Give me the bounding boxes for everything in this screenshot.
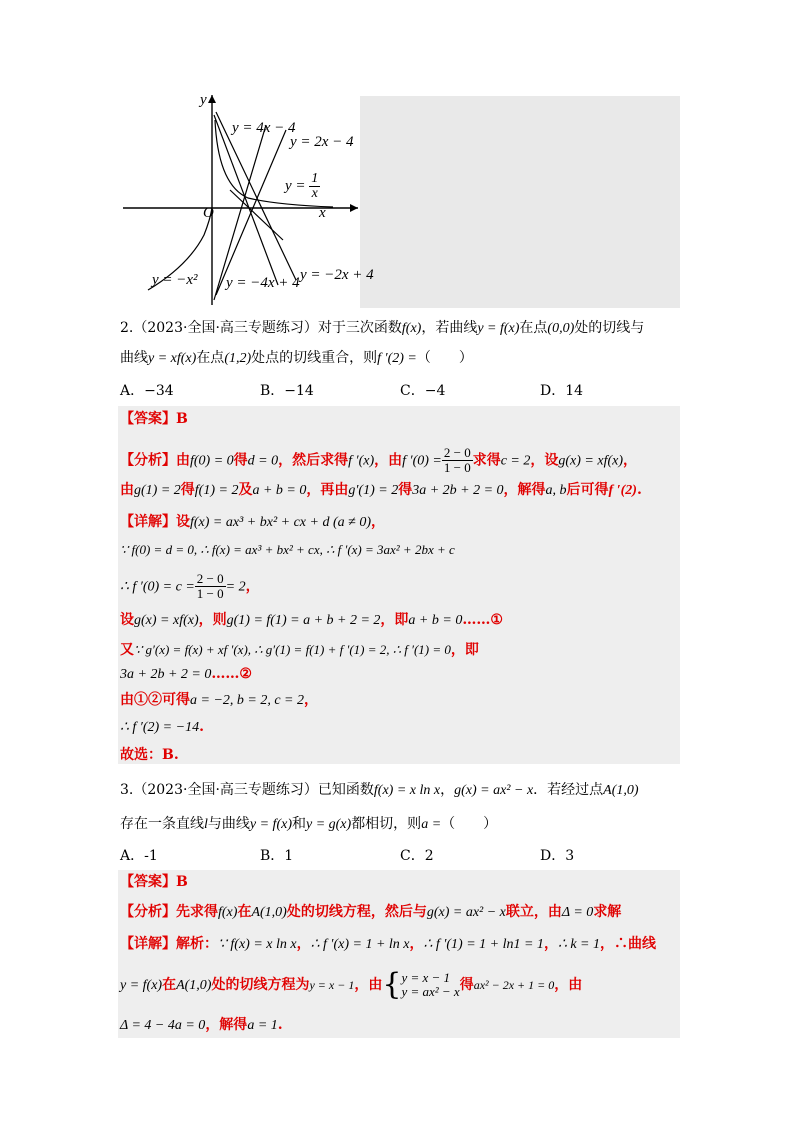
line-label-neg2x4: y = −2x + 4 [300,267,374,283]
x-axis-label: x [319,205,326,221]
y-axis-label: y [200,92,207,108]
q2-detail-line2: ∵ f(0) = d = 0, ∴ f(x) = ax³ + bx² + cx, ∴ f ′(x) = 3ax² + 2bx + c [120,542,455,557]
q2-detail-line4: 设g(x) = xf(x)，则g(1) = f(1) = a + b + 2 = 2，即a + b = 0……① [120,612,503,628]
line-label-neg4x4: y = −4x + 4 [226,275,300,291]
q2-detail-line8: ∴ f ′(2) = −14. [120,719,204,735]
q2-stem-line2: 曲线y = xf(x)在点(1,2)处点的切线重合，则f ′(2) =（ ） [120,350,473,366]
q2-detail-line1: 【详解】设f(x) = ax³ + bx² + cx + d (a ≠ 0)， [120,514,385,530]
q3-option-d[interactable]: D．3 [540,848,575,864]
q2-option-d[interactable]: D．14 [540,383,584,399]
q3-stem-line1: 3.（2023·全国·高三专题练习）已知函数f(x) = x ln x，g(x) = ax² − x．若经过点A(1,0) [120,782,639,798]
figure-panel [360,96,680,308]
curve-label-neg-x2: y = −x² [152,272,198,288]
q2-detail-line7: 由①②可得a = −2, b = 2, c = 2， [120,692,319,708]
q3-detail-line2: y = f(x)在A(1,0)处的切线方程为y = x − 1，由{ y = x − 1 y = ax² − x 得ax² − 2x + 1 = 0，由 [120,967,583,1002]
q2-detail-line5: 又∵ g′(x) = f(x) + xf ′(x), ∴ g′(1) = f(1) + f ′(1) = 2, ∴ f ′(1) = 0，即 [120,642,479,658]
q3-stem-line2: 存在一条直线l与曲线y = f(x)和y = g(x)都相切，则a =（ ） [120,816,498,832]
q2-stem-line1: 2.（2023·全国·高三专题练习）对于三次函数f(x)，若曲线y = f(x)在点(0,0)处的切线与 [120,320,645,336]
q2-option-b[interactable]: B．−14 [260,383,314,399]
q3-detail-line3: Δ = 4 − 4a = 0，解得a = 1. [120,1017,283,1033]
q3-option-b[interactable]: B．1 [260,848,294,864]
curve-label-1-over-x: y = $\frac{1}{x}$ [285,171,319,201]
q2-analysis-line2: 由g(1) = 2得f(1) = 2及a + b = 0，再由g′(1) = 2得3a + 2b + 2 = 0，解得a, b后可得f ′(2). [120,482,642,498]
q2-answer: 【答案】B [120,411,188,427]
origin-label: O [203,205,214,221]
q2-option-c[interactable]: C．−4 [400,383,446,399]
line-label-2x-4: y = 2x − 4 [290,134,354,150]
q3-analysis: 【分析】先求得f(x)在A(1,0)处的切线方程，然后与g(x) = ax² − x联立，由Δ = 0求解 [120,904,622,920]
q2-choose: 故选：B. [120,747,179,763]
q2-detail-line3: ∴ f ′(0) = c = $\frac{2 - 0}{1 - 0}$ = 2， [120,571,260,601]
q3-option-c[interactable]: C．2 [400,848,434,864]
q3-answer: 【答案】B [120,874,188,890]
q2-analysis-line1: 【分析】由f(0) = 0得d = 0，然后求得f ′(x)，由f ′(0) = $\frac{2 - 0}{1 - 0}$ 求得c = 2，设g(x) = xf(x)， [120,445,638,475]
q3-detail-line1: 【详解】解析：∵ f(x) = x ln x，∴ f ′(x) = 1 + ln x，∴ f ′(1) = 1 + ln1 = 1，∴ k = 1，∴曲线 [120,936,657,952]
q2-detail-line6: 3a + 2b + 2 = 0……② [120,666,252,682]
q3-option-a[interactable]: A．-1 [120,848,158,864]
q2-option-a[interactable]: A．−34 [120,383,174,399]
line-label-4x-4: y = 4x − 4 [232,120,296,136]
